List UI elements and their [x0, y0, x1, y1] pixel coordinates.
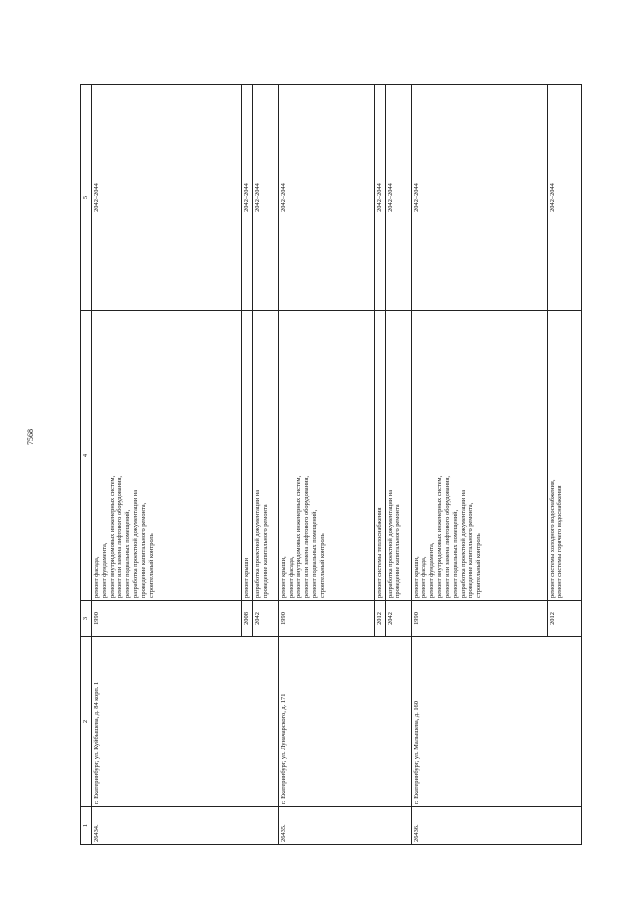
works-cell	[411, 311, 547, 601]
table-row	[92, 85, 242, 845]
table-row	[278, 85, 374, 845]
period-cell: 2042–2044	[252, 85, 278, 311]
period-cell: 2042–2044	[547, 85, 581, 311]
header-col-1: 1	[81, 807, 92, 845]
work-line: проведение капитального ремонта,	[139, 502, 147, 598]
work-line: строительный контроль	[318, 533, 326, 598]
year-cell: 2042	[385, 601, 411, 637]
table-row	[411, 85, 547, 845]
rotated-table-container	[80, 85, 564, 845]
page-number: 7568	[26, 429, 35, 445]
work-line: ремонт фундамента,	[100, 542, 108, 598]
work-line: ремонт или замена лифтового оборудования,	[443, 475, 451, 598]
works-cell	[242, 311, 253, 601]
period-cell: 2042–2044	[374, 85, 385, 311]
row-number-cell: 26434.	[92, 807, 279, 845]
header-col-5: 5	[81, 85, 92, 311]
header-col-2: 2	[81, 637, 92, 807]
table-body	[92, 85, 582, 845]
year-cell: 2012	[547, 601, 581, 637]
work-line: разработка проектной документации на	[459, 489, 467, 598]
work-line: ремонт крыши,	[279, 556, 287, 598]
address-cell: г. Екатеринбург, ул. Куйбышева, д. 84 корп. 1	[92, 637, 279, 807]
works-cell	[252, 311, 278, 601]
works-cell	[374, 311, 385, 601]
work-line: ремонт фасада,	[420, 556, 428, 598]
period-cell: 2042–2044	[385, 85, 411, 311]
year-cell: 2012	[374, 601, 385, 637]
period-cell: 2042–2044	[278, 85, 374, 311]
work-line: ремонт подвальных помещений,	[311, 509, 319, 598]
work-line: ремонт системы теплоснабжения	[375, 507, 383, 598]
period-cell: 2042–2044	[242, 85, 253, 311]
work-line: ремонт фасада,	[287, 556, 295, 598]
year-cell: 2008	[242, 601, 253, 637]
work-line: ремонт системы горячего водоснабжения	[556, 485, 564, 598]
work-line: ремонт или замена лифтового оборудования,	[303, 475, 311, 598]
work-line: ремонт или замена лифтового оборудования,	[116, 475, 124, 598]
year-cell: 1990	[92, 601, 242, 637]
work-line: разработка проектной документации на	[253, 489, 261, 598]
row-number-cell: 26435.	[278, 807, 411, 845]
address-cell: г. Екатеринбург, ул. Малышева, д. 160	[411, 637, 581, 807]
work-line: ремонт крыши	[243, 557, 250, 598]
period-cell: 2042–2044	[92, 85, 242, 311]
year-cell: 1990	[411, 601, 547, 637]
work-line: проведение капитального ремонта	[261, 504, 269, 598]
header-row	[81, 85, 92, 845]
period-cell: 2042–2044	[411, 85, 547, 311]
works-cell	[92, 311, 242, 601]
year-cell: 1990	[278, 601, 374, 637]
work-line: ремонт внутридомовых инженерных систем,	[436, 475, 444, 598]
capital-repair-table	[80, 84, 582, 845]
address-cell: г. Екатеринбург, ул. Луначарского, д. 171	[278, 637, 411, 807]
work-line: ремонт системы холодного водоснабжения,	[548, 479, 556, 598]
works-cell	[278, 311, 374, 601]
work-line: ремонт фасада,	[93, 556, 100, 598]
work-line: проведение капитального ремонта,	[467, 502, 475, 598]
work-line: разработка проектной документации на	[386, 489, 394, 598]
work-line: разработка проектной документации на	[132, 489, 140, 598]
row-number-cell: 26436.	[411, 807, 581, 845]
header-col-3: 3	[81, 601, 92, 637]
work-line: ремонт внутридомовых инженерных систем,	[108, 475, 116, 598]
works-cell	[547, 311, 581, 601]
works-cell	[385, 311, 411, 601]
work-line: ремонт фундамента,	[428, 542, 436, 598]
work-line: ремонт крыши,	[412, 556, 420, 598]
work-line: ремонт внутридомовых инженерных систем,	[295, 475, 303, 598]
header-col-4: 4	[81, 311, 92, 601]
work-line: ремонт подвальных помещений,	[124, 509, 132, 598]
work-line: строительный контроль	[475, 533, 483, 598]
work-line: проведение капитального ремонта	[394, 504, 402, 598]
work-line: строительный контроль	[147, 533, 155, 598]
work-line: ремонт подвальных помещений,	[451, 509, 459, 598]
year-cell: 2042	[252, 601, 278, 637]
